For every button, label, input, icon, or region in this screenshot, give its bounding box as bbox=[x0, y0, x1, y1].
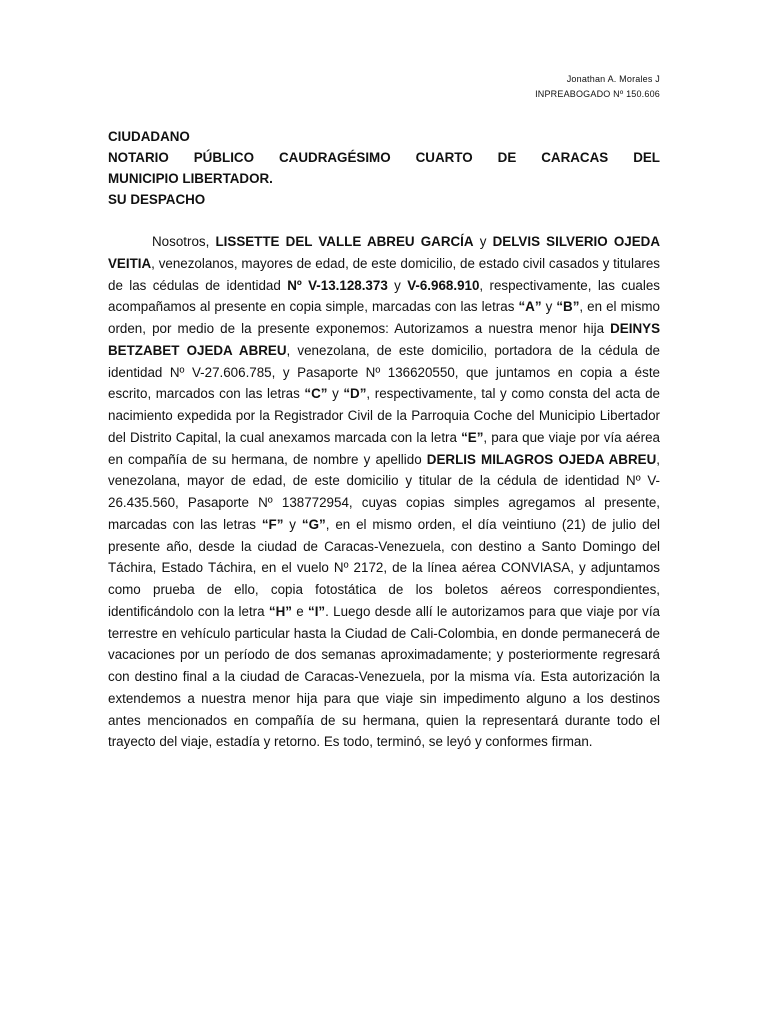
annex-letter: “F” bbox=[261, 516, 284, 532]
text-run: y bbox=[473, 234, 493, 249]
text-run: , respectivamente, tal y como consta del acta de nacimiento expedida por la Registrador Civil de la Parroquia Coche del Municipio Libertador del Distrito Capital, la cual anexamos marcada con la letra bbox=[108, 386, 660, 445]
sister-name: DERLIS MILAGROS OJEDA ABREU bbox=[426, 451, 657, 467]
annex-letter: “D” bbox=[343, 386, 367, 402]
minor-name: DEINYS BETZABET OJEDA ABREU bbox=[108, 321, 660, 358]
addressee-salutation: CIUDADANO bbox=[108, 129, 190, 144]
addressee-title: NOTARIO PÚBLICO CAUDRAGÉSIMO CUARTO DE CARACAS DEL bbox=[108, 150, 660, 165]
text-run: , en el mismo orden, el día veintiuno (21) de julio del presente año, desde la ciudad de Caracas-Venezuela, con destino a Santo Domingo del Táchira, Estado Táchira, en el vuelo Nº 2172, de la línea aérea CONVIASA, y adjuntamos como prueba de ello, copia fotostática de los boletos aéreos correspondientes, identificándolo con la letra bbox=[108, 516, 660, 619]
addressee-office: SU DESPACHO bbox=[108, 192, 206, 207]
text-run: Nosotros, bbox=[152, 234, 216, 249]
text-run: y bbox=[327, 386, 344, 402]
addressee-block bbox=[108, 126, 660, 210]
father-name: DELVIS SILVERIO OJEDA VEITIA bbox=[108, 234, 660, 271]
lawyer-name: Jonathan A. Morales J bbox=[566, 74, 660, 84]
text-run: e bbox=[291, 603, 309, 619]
annex-letter: “H” bbox=[268, 603, 292, 619]
mother-id-number: Nº V-13.128.373 bbox=[287, 277, 388, 293]
mother-name: LISSETTE DEL VALLE ABREU GARCÍA bbox=[215, 234, 474, 249]
annex-letter: “C” bbox=[304, 386, 328, 402]
text-run: , venezolana, mayor de edad, de este domicilio y titular de la cédula de identidad Nº V-26.435.560, Pasaporte Nº 138772954, cuyas copias simples agregamos al presente, marcadas con las letras bbox=[108, 451, 660, 532]
annex-letter: “B” bbox=[556, 299, 580, 315]
text-run: y bbox=[387, 277, 408, 293]
lawyer-registration: INPREABOGADO Nº 150.606 bbox=[535, 89, 660, 99]
annex-letter: “E” bbox=[461, 429, 484, 445]
text-run: , venezolanos, mayores de edad, de este domicilio, de estado civil casados y titulares de las cédulas de identidad bbox=[108, 255, 660, 293]
annex-letter: “I” bbox=[308, 603, 326, 619]
authorization-paragraph bbox=[108, 231, 660, 753]
addressee-municipality: MUNICIPIO LIBERTADOR. bbox=[108, 171, 273, 186]
text-run: y bbox=[283, 516, 302, 532]
annex-letter: “G” bbox=[301, 516, 326, 532]
letterhead bbox=[535, 72, 660, 102]
text-run: . Luego desde allí le autorizamos para que viaje por vía terrestre en vehículo particular hasta la Ciudad de Cali-Colombia, en donde permanecerá de vacaciones por un período de dos semanas aproximadamente; y posteriormente regresará con destino final a la ciudad de Caracas-Venezuela, por la misma vía. Esta autorización la extendemos a nuestra menor hija para que viaje sin impedimento alguno a los destinos antes mencionados en compañía de su hermana, quien la representará durante todo el trayecto del viaje, estadía y retorno. Es todo, terminó, se leyó y conformes firman. bbox=[108, 603, 660, 750]
text-run: , venezolana, de este domicilio, portadora de la cédula de identidad Nº V-27.606.785, y Pasaporte Nº 136620550, que juntamos en copia a éste escrito, marcados con las letras bbox=[108, 342, 660, 402]
text-run: , respectivamente, las cuales acompañamos al presente en copia simple, marcadas con las letras bbox=[108, 277, 660, 315]
text-run: , para que viaje por vía aérea en compañía de su hermana, de nombre y apellido bbox=[108, 429, 660, 467]
text-run: , en el mismo orden, por medio de la presente exponemos: Autorizamos a nuestra menor hija bbox=[108, 299, 661, 336]
annex-letter: “A” bbox=[518, 299, 542, 315]
text-run: y bbox=[541, 299, 557, 315]
father-id-number: V-6.968.910 bbox=[407, 277, 480, 293]
